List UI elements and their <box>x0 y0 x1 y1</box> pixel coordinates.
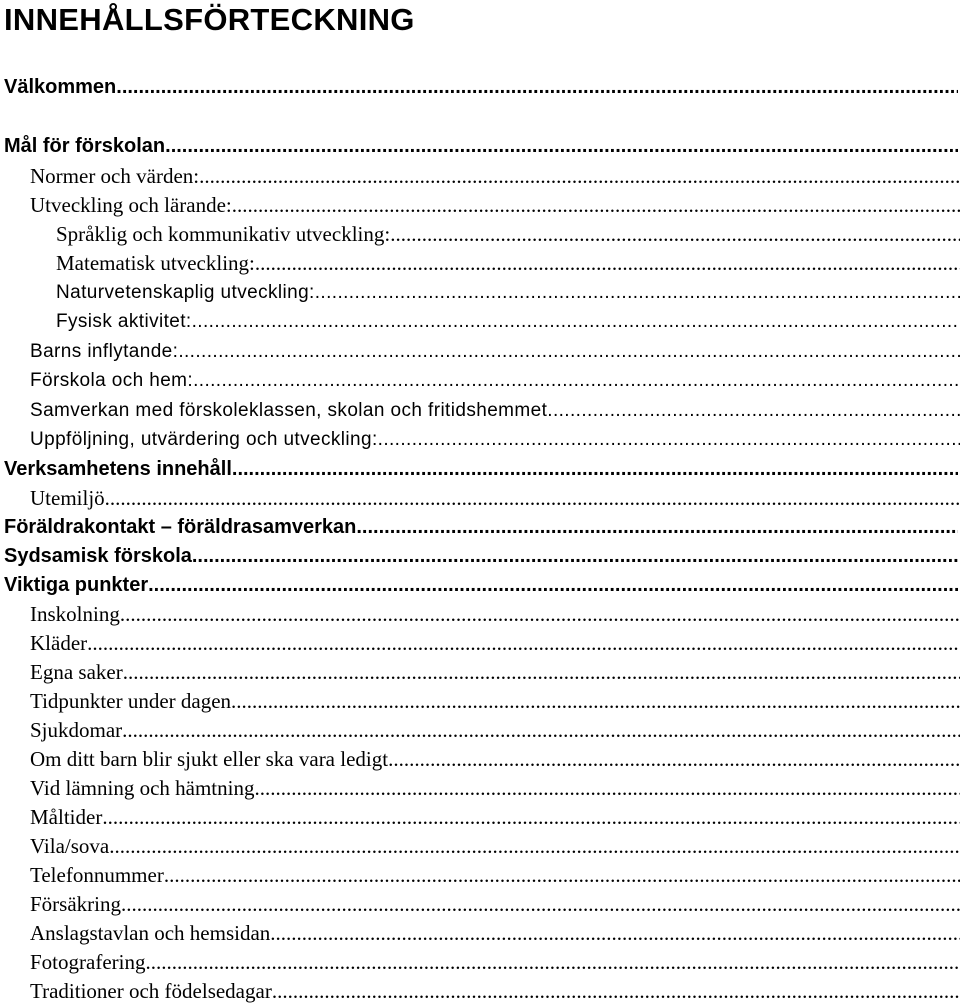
toc-entry-label: Telefonnummer <box>30 863 164 887</box>
toc-entry-label: Fotografering <box>30 950 146 974</box>
toc-entry-label: Försäkring <box>30 892 121 916</box>
toc-entry-uppfoljning[interactable] <box>0 427 960 453</box>
dot-leader <box>178 339 960 365</box>
dot-leader <box>193 368 960 394</box>
dot-leader <box>116 74 958 100</box>
dot-leader <box>165 133 958 159</box>
dot-leader <box>231 688 960 714</box>
toc-entry-label: Uppföljning, utvärdering och utveckling: <box>30 429 378 450</box>
toc-entry-matematisk-utveckling[interactable] <box>0 250 960 276</box>
toc-entry-label: Kläder <box>30 631 88 655</box>
toc-entry-label: Normer och värden: <box>30 164 200 188</box>
toc-entry-lamning-och-hamtning[interactable] <box>0 775 960 801</box>
toc-entry-label: Vid lämning och hämtning <box>30 776 255 800</box>
toc-entry-forskola-och-hem[interactable] <box>0 368 960 394</box>
dot-leader <box>232 456 958 482</box>
toc-entry-spraklig-utveckling[interactable] <box>0 221 960 247</box>
dot-leader <box>123 659 960 685</box>
toc-entry-fysisk-aktivitet[interactable] <box>0 309 960 335</box>
toc-entry-label: Sjukdomar <box>30 718 123 742</box>
toc-entry-utveckling-och-larande[interactable] <box>0 192 960 218</box>
toc-entry-barns-inflytande[interactable] <box>0 339 960 365</box>
dot-leader <box>192 309 960 335</box>
toc-entry-label: Samverkan med förskoleklassen, skolan och fritidshemmet. <box>30 400 553 421</box>
dot-leader <box>102 804 960 830</box>
dot-leader <box>553 398 960 424</box>
dot-leader <box>378 427 960 453</box>
page-title: INNEHÅLLSFÖRTECKNING <box>4 2 415 37</box>
toc-entry-label: Förskola och hem: <box>30 370 194 391</box>
toc-entry-normer-och-varden[interactable] <box>0 163 960 189</box>
toc-entry-fotografering[interactable] <box>0 949 960 975</box>
toc-entry-label: Anslagstavlan och hemsidan <box>30 921 271 945</box>
toc-entry-label: Matematisk utveckling: <box>56 251 255 275</box>
toc-entry-telefonnummer[interactable] <box>0 862 960 888</box>
toc-entry-label: Utemiljö <box>30 486 105 510</box>
toc-entry-utemiljo[interactable] <box>0 485 960 511</box>
toc-entry-foraldrakontakt[interactable] <box>0 514 958 540</box>
toc-entry-viktiga-punkter[interactable] <box>0 572 958 598</box>
dot-leader <box>393 746 960 772</box>
toc-entry-label: Vila/sova <box>30 834 110 858</box>
toc-entry-klader[interactable] <box>0 630 960 656</box>
toc-entry-label: Sydsamisk förskola <box>4 545 192 567</box>
dot-leader <box>87 630 960 656</box>
toc-entry-label: Om ditt barn blir sjukt eller ska vara ledigt. <box>30 747 394 771</box>
dot-leader <box>255 250 960 276</box>
dot-leader <box>232 192 960 218</box>
toc-entry-sjukt-eller-ledigt[interactable] <box>0 746 960 772</box>
dot-leader <box>270 920 960 946</box>
dot-leader <box>192 543 958 569</box>
toc-entry-label: Inskolning <box>30 602 120 626</box>
toc-entry-label: Fysisk aktivitet: <box>56 311 192 332</box>
dot-leader <box>122 717 960 743</box>
toc-entry-egna-saker[interactable] <box>0 659 960 685</box>
toc-entry-forsakring[interactable] <box>0 891 960 917</box>
toc-entry-label: Mål för förskolan <box>4 135 166 157</box>
dot-leader <box>315 280 960 306</box>
toc-entry-sydsamisk-forskola[interactable] <box>0 543 958 569</box>
dot-leader <box>121 891 960 917</box>
dot-leader <box>254 775 960 801</box>
toc-entry-label: Traditioner och födelsedagar <box>30 979 272 1003</box>
toc-entry-label: Språklig och kommunikativ utveckling: <box>56 222 391 246</box>
toc-entry-verksamhetens-innehall[interactable] <box>0 456 958 482</box>
dot-leader <box>164 862 960 888</box>
toc-entry-label: Naturvetenskaplig utveckling: <box>56 282 315 303</box>
toc-entry-traditioner[interactable] <box>0 978 960 1004</box>
toc-entry-label: Egna saker <box>30 660 123 684</box>
toc-entry-naturvetenskaplig-utveckling[interactable] <box>0 280 960 306</box>
dot-leader <box>390 221 960 247</box>
toc-entry-label: Utveckling och lärande: <box>30 193 232 217</box>
toc-entry-label: Tidpunkter under dagen <box>30 689 232 713</box>
toc-entry-anslagstavlan[interactable] <box>0 920 960 946</box>
toc-entry-label: Verksamhetens innehåll <box>4 458 232 480</box>
toc-entry-inskolning[interactable] <box>0 601 960 627</box>
toc-entry-label: Föräldrakontakt – föräldrasamverkan. <box>4 516 362 538</box>
toc-entry-sjukdomar[interactable] <box>0 717 960 743</box>
toc-entry-tidpunkter[interactable] <box>0 688 960 714</box>
dot-leader <box>362 514 958 540</box>
toc-entry-label: Barns inflytande: <box>30 341 179 362</box>
dot-leader <box>148 572 958 598</box>
toc-entry-vila-sova[interactable] <box>0 833 960 859</box>
toc-entry-label: Viktiga punkter <box>4 574 149 596</box>
toc-entry-maltider[interactable] <box>0 804 960 830</box>
dot-leader <box>105 485 960 511</box>
toc-entry-valkommen[interactable] <box>0 74 958 100</box>
toc-entry-samverkan[interactable] <box>0 398 960 424</box>
toc-entry-mal-for-forskolan[interactable] <box>0 133 958 159</box>
toc-entry-label: Måltider <box>30 805 103 829</box>
dot-leader <box>199 163 960 189</box>
dot-leader <box>109 833 960 859</box>
toc-entry-label: Välkommen <box>4 76 117 98</box>
dot-leader <box>145 949 960 975</box>
dot-leader <box>272 978 960 1004</box>
dot-leader <box>120 601 960 627</box>
